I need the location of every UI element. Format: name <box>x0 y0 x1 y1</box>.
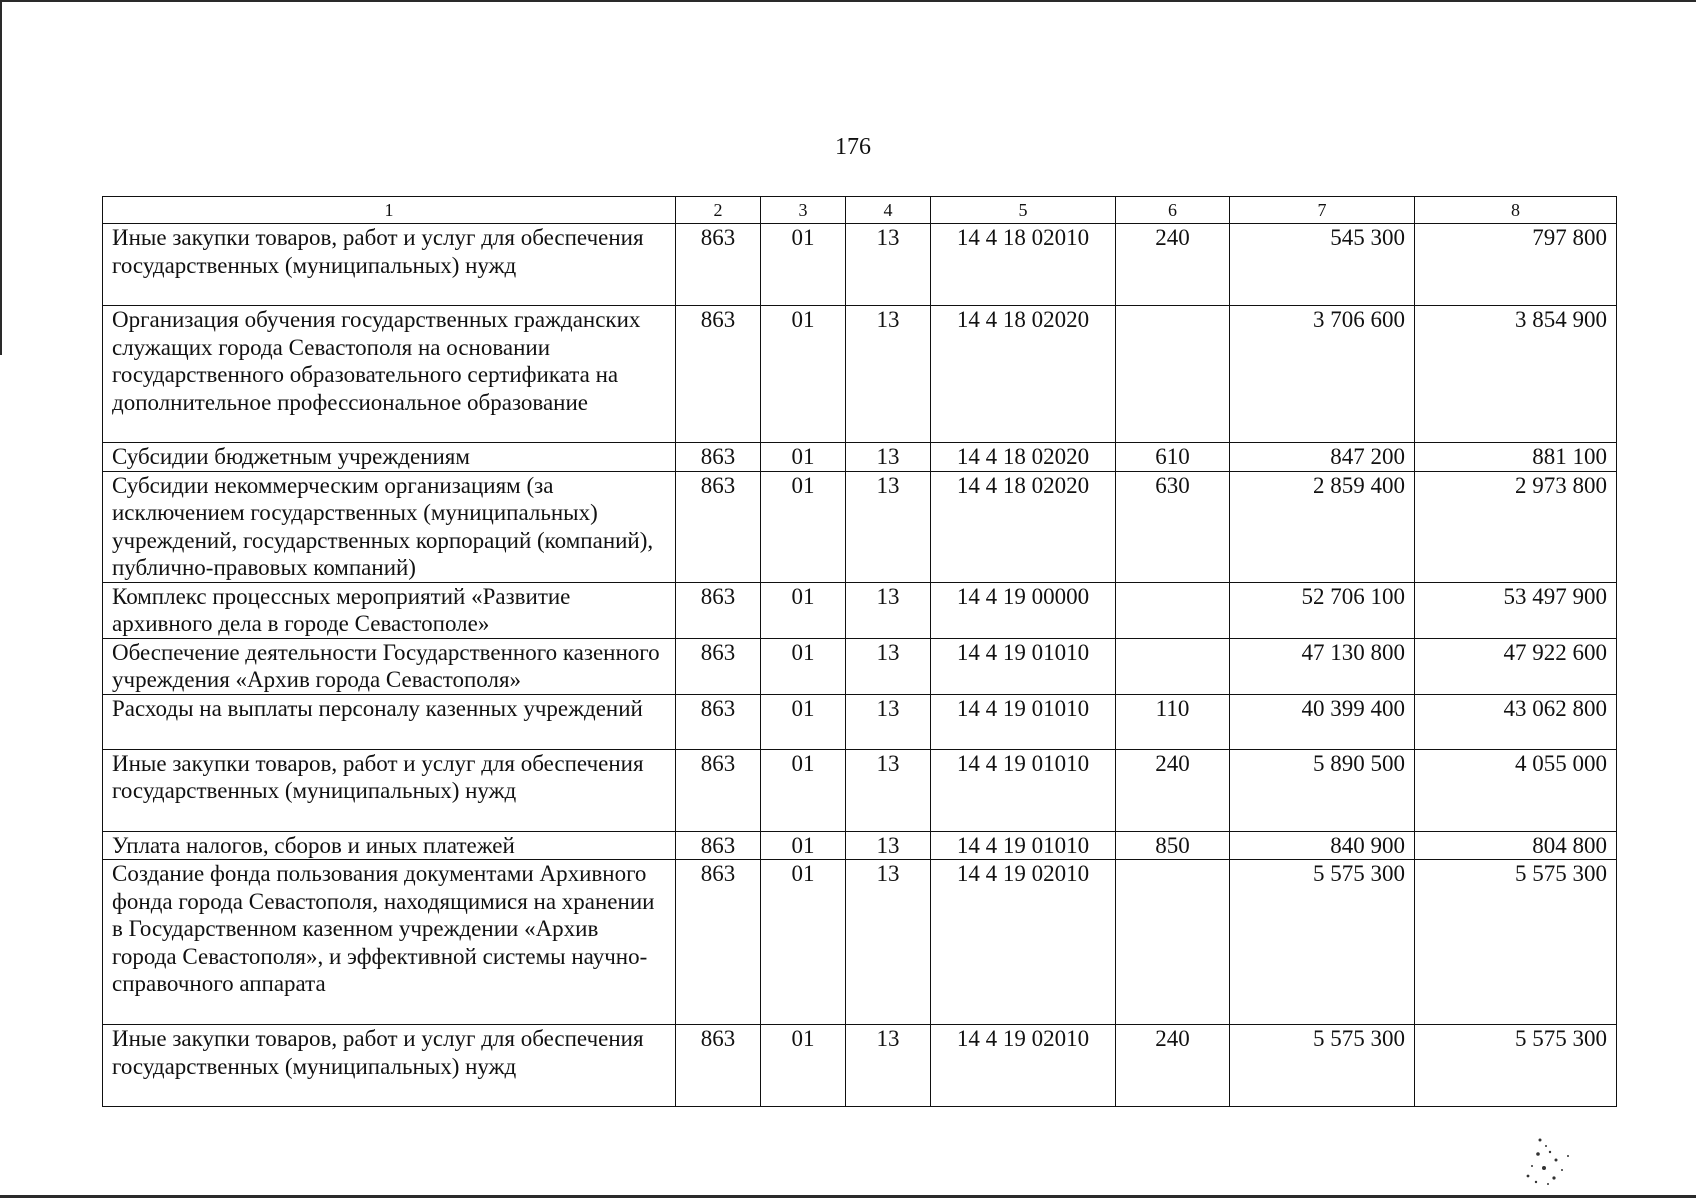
row-ministry-code: 863 <box>676 749 761 831</box>
page-number: 176 <box>835 134 871 160</box>
row-ministry-code: 863 <box>676 224 761 306</box>
scan-noise-speckles <box>1510 1130 1590 1190</box>
row-subsection-code: 13 <box>846 1025 931 1107</box>
row-ministry-code: 863 <box>676 471 761 582</box>
row-expense-type: 850 <box>1116 831 1230 860</box>
row-ministry-code: 863 <box>676 1025 761 1107</box>
row-section-code: 01 <box>761 582 846 638</box>
row-name: Субсидии некоммерческим организациям (за исключением государственных (муниципальных) учреждений, государственных корпораций (компаний), публично-правовых компаний) <box>103 471 676 582</box>
row-subsection-code: 13 <box>846 860 931 1025</box>
table-row <box>103 306 1617 443</box>
row-expense-type: 110 <box>1116 694 1230 749</box>
row-subsection-code: 13 <box>846 306 931 443</box>
row-section-code: 01 <box>761 1025 846 1107</box>
row-section-code: 01 <box>761 694 846 749</box>
row-expense-type <box>1116 582 1230 638</box>
row-target-code: 14 4 19 00000 <box>931 582 1116 638</box>
row-amount-col8: 4 055 000 <box>1415 749 1617 831</box>
table-row <box>103 582 1617 638</box>
row-amount-col8: 881 100 <box>1415 443 1617 472</box>
row-target-code: 14 4 18 02020 <box>931 471 1116 582</box>
row-target-code: 14 4 19 02010 <box>931 1025 1116 1107</box>
row-target-code: 14 4 18 02010 <box>931 224 1116 306</box>
row-target-code: 14 4 19 01010 <box>931 638 1116 694</box>
row-amount-col8: 43 062 800 <box>1415 694 1617 749</box>
row-target-code: 14 4 19 02010 <box>931 860 1116 1025</box>
row-expense-type: 240 <box>1116 224 1230 306</box>
row-target-code: 14 4 18 02020 <box>931 443 1116 472</box>
row-amount-col8: 53 497 900 <box>1415 582 1617 638</box>
header-col-1: 1 <box>103 197 676 224</box>
row-amount-col7: 2 859 400 <box>1230 471 1415 582</box>
table-row <box>103 1025 1617 1107</box>
table-row <box>103 860 1617 1025</box>
row-name: Уплата налогов, сборов и иных платежей <box>103 831 676 860</box>
header-col-7: 7 <box>1230 197 1415 224</box>
row-section-code: 01 <box>761 224 846 306</box>
row-expense-type: 610 <box>1116 443 1230 472</box>
row-amount-col7: 40 399 400 <box>1230 694 1415 749</box>
row-target-code: 14 4 18 02020 <box>931 306 1116 443</box>
row-name: Создание фонда пользования документами Архивного фонда города Севастополя, находящимися на хранении в Государственном казенном учреждении «Архив города Севастополя», и эффективной системы научно-справочного аппарата <box>103 860 676 1025</box>
row-expense-type: 240 <box>1116 1025 1230 1107</box>
scan-edge-bottom <box>0 1195 1696 1198</box>
row-section-code: 01 <box>761 443 846 472</box>
row-subsection-code: 13 <box>846 831 931 860</box>
row-expense-type: 240 <box>1116 749 1230 831</box>
row-section-code: 01 <box>761 831 846 860</box>
row-ministry-code: 863 <box>676 306 761 443</box>
row-name: Обеспечение деятельности Государственного казенного учреждения «Архив города Севастополя» <box>103 638 676 694</box>
row-name: Расходы на выплаты персоналу казенных учреждений <box>103 694 676 749</box>
scan-edge-left <box>0 0 2 355</box>
row-amount-col8: 797 800 <box>1415 224 1617 306</box>
row-amount-col8: 5 575 300 <box>1415 1025 1617 1107</box>
row-name: Иные закупки товаров, работ и услуг для обеспечения государственных (муниципальных) нужд <box>103 224 676 306</box>
row-name: Субсидии бюджетным учреждениям <box>103 443 676 472</box>
row-amount-col8: 804 800 <box>1415 831 1617 860</box>
header-col-8: 8 <box>1415 197 1617 224</box>
row-subsection-code: 13 <box>846 224 931 306</box>
row-amount-col7: 847 200 <box>1230 443 1415 472</box>
row-subsection-code: 13 <box>846 443 931 472</box>
row-section-code: 01 <box>761 638 846 694</box>
table-row <box>103 443 1617 472</box>
row-expense-type <box>1116 306 1230 443</box>
row-amount-col8: 3 854 900 <box>1415 306 1617 443</box>
row-amount-col7: 52 706 100 <box>1230 582 1415 638</box>
row-amount-col7: 840 900 <box>1230 831 1415 860</box>
table-row <box>103 694 1617 749</box>
row-ministry-code: 863 <box>676 638 761 694</box>
row-expense-type <box>1116 860 1230 1025</box>
row-ministry-code: 863 <box>676 443 761 472</box>
row-amount-col7: 5 575 300 <box>1230 1025 1415 1107</box>
row-amount-col7: 47 130 800 <box>1230 638 1415 694</box>
budget-table <box>102 196 1617 1107</box>
row-section-code: 01 <box>761 471 846 582</box>
row-amount-col8: 2 973 800 <box>1415 471 1617 582</box>
row-ministry-code: 863 <box>676 831 761 860</box>
row-target-code: 14 4 19 01010 <box>931 694 1116 749</box>
scan-edge-top <box>0 0 1696 2</box>
header-col-4: 4 <box>846 197 931 224</box>
row-subsection-code: 13 <box>846 694 931 749</box>
header-col-3: 3 <box>761 197 846 224</box>
table-row <box>103 224 1617 306</box>
row-name: Организация обучения государственных гражданских служащих города Севастополя на основании государственного образовательного сертификата на дополнительное профессиональное образование <box>103 306 676 443</box>
row-amount-col7: 3 706 600 <box>1230 306 1415 443</box>
row-target-code: 14 4 19 01010 <box>931 831 1116 860</box>
row-subsection-code: 13 <box>846 638 931 694</box>
row-section-code: 01 <box>761 749 846 831</box>
table-row <box>103 749 1617 831</box>
row-section-code: 01 <box>761 860 846 1025</box>
row-name: Комплекс процессных мероприятий «Развитие архивного дела в городе Севастополе» <box>103 582 676 638</box>
row-target-code: 14 4 19 01010 <box>931 749 1116 831</box>
header-col-2: 2 <box>676 197 761 224</box>
row-section-code: 01 <box>761 306 846 443</box>
header-col-5: 5 <box>931 197 1116 224</box>
row-name: Иные закупки товаров, работ и услуг для обеспечения государственных (муниципальных) нужд <box>103 1025 676 1107</box>
row-amount-col7: 5 890 500 <box>1230 749 1415 831</box>
row-expense-type <box>1116 638 1230 694</box>
row-expense-type: 630 <box>1116 471 1230 582</box>
row-amount-col8: 5 575 300 <box>1415 860 1617 1025</box>
row-ministry-code: 863 <box>676 860 761 1025</box>
row-subsection-code: 13 <box>846 582 931 638</box>
table-row <box>103 831 1617 860</box>
row-subsection-code: 13 <box>846 471 931 582</box>
row-ministry-code: 863 <box>676 582 761 638</box>
row-ministry-code: 863 <box>676 694 761 749</box>
table-row <box>103 638 1617 694</box>
row-name: Иные закупки товаров, работ и услуг для обеспечения государственных (муниципальных) нужд <box>103 749 676 831</box>
row-amount-col8: 47 922 600 <box>1415 638 1617 694</box>
row-subsection-code: 13 <box>846 749 931 831</box>
row-amount-col7: 545 300 <box>1230 224 1415 306</box>
table-header-row <box>103 197 1617 224</box>
row-amount-col7: 5 575 300 <box>1230 860 1415 1025</box>
header-col-6: 6 <box>1116 197 1230 224</box>
table-row <box>103 471 1617 582</box>
